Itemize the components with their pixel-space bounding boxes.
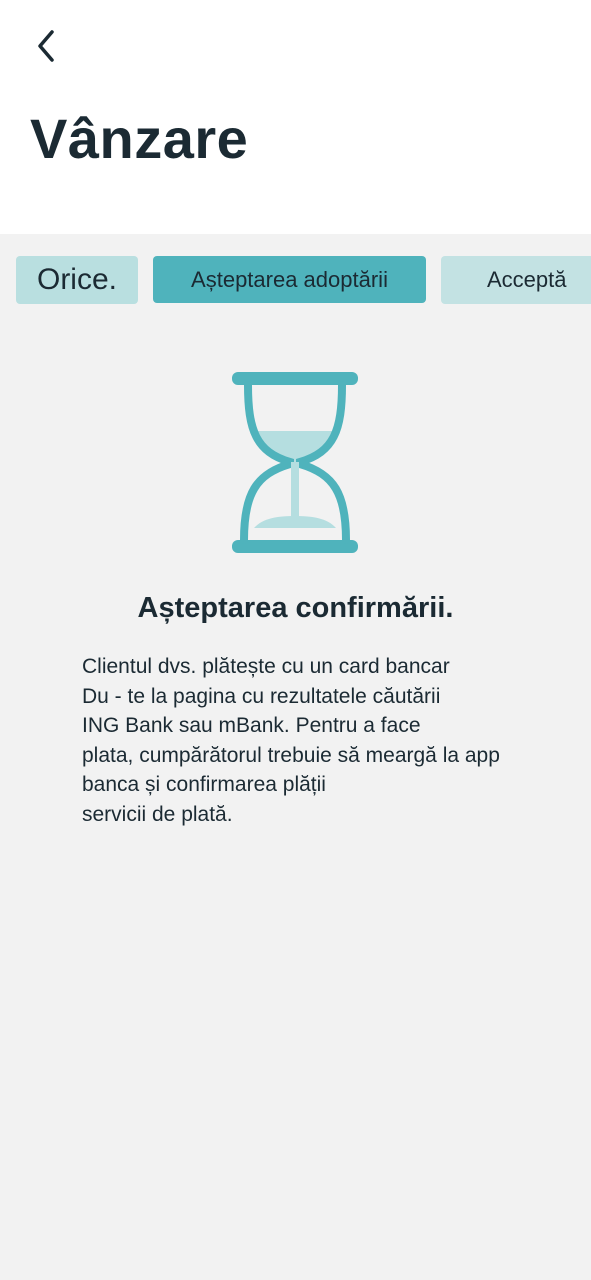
description-line: servicii de plată. bbox=[82, 802, 233, 826]
hourglass-icon bbox=[228, 370, 362, 556]
back-button[interactable] bbox=[26, 26, 66, 66]
description-line: Clientul dvs. plătește cu un card bancar bbox=[82, 655, 450, 678]
chevron-left-icon bbox=[34, 26, 58, 66]
description-line: Du - te la pagina cu rezultatele căutării bbox=[82, 684, 441, 708]
status-description bbox=[82, 652, 577, 829]
status-title: Așteptarea confirmării. bbox=[137, 592, 454, 624]
tab-waiting-adoption[interactable]: Așteptarea adoptării bbox=[153, 256, 426, 303]
header bbox=[0, 0, 591, 234]
tab-accepted[interactable]: Acceptă bbox=[441, 256, 591, 304]
description-line: plata, cumpărătorul trebuie să meargă la app bbox=[82, 743, 500, 767]
description-line: ING Bank sau mBank. Pentru a face bbox=[82, 714, 421, 737]
description-line: banca și confirmarea plății bbox=[82, 773, 326, 796]
tab-any[interactable]: Orice. bbox=[16, 256, 138, 304]
filter-tabs bbox=[0, 256, 591, 306]
page-title: Vânzare bbox=[30, 107, 249, 170]
